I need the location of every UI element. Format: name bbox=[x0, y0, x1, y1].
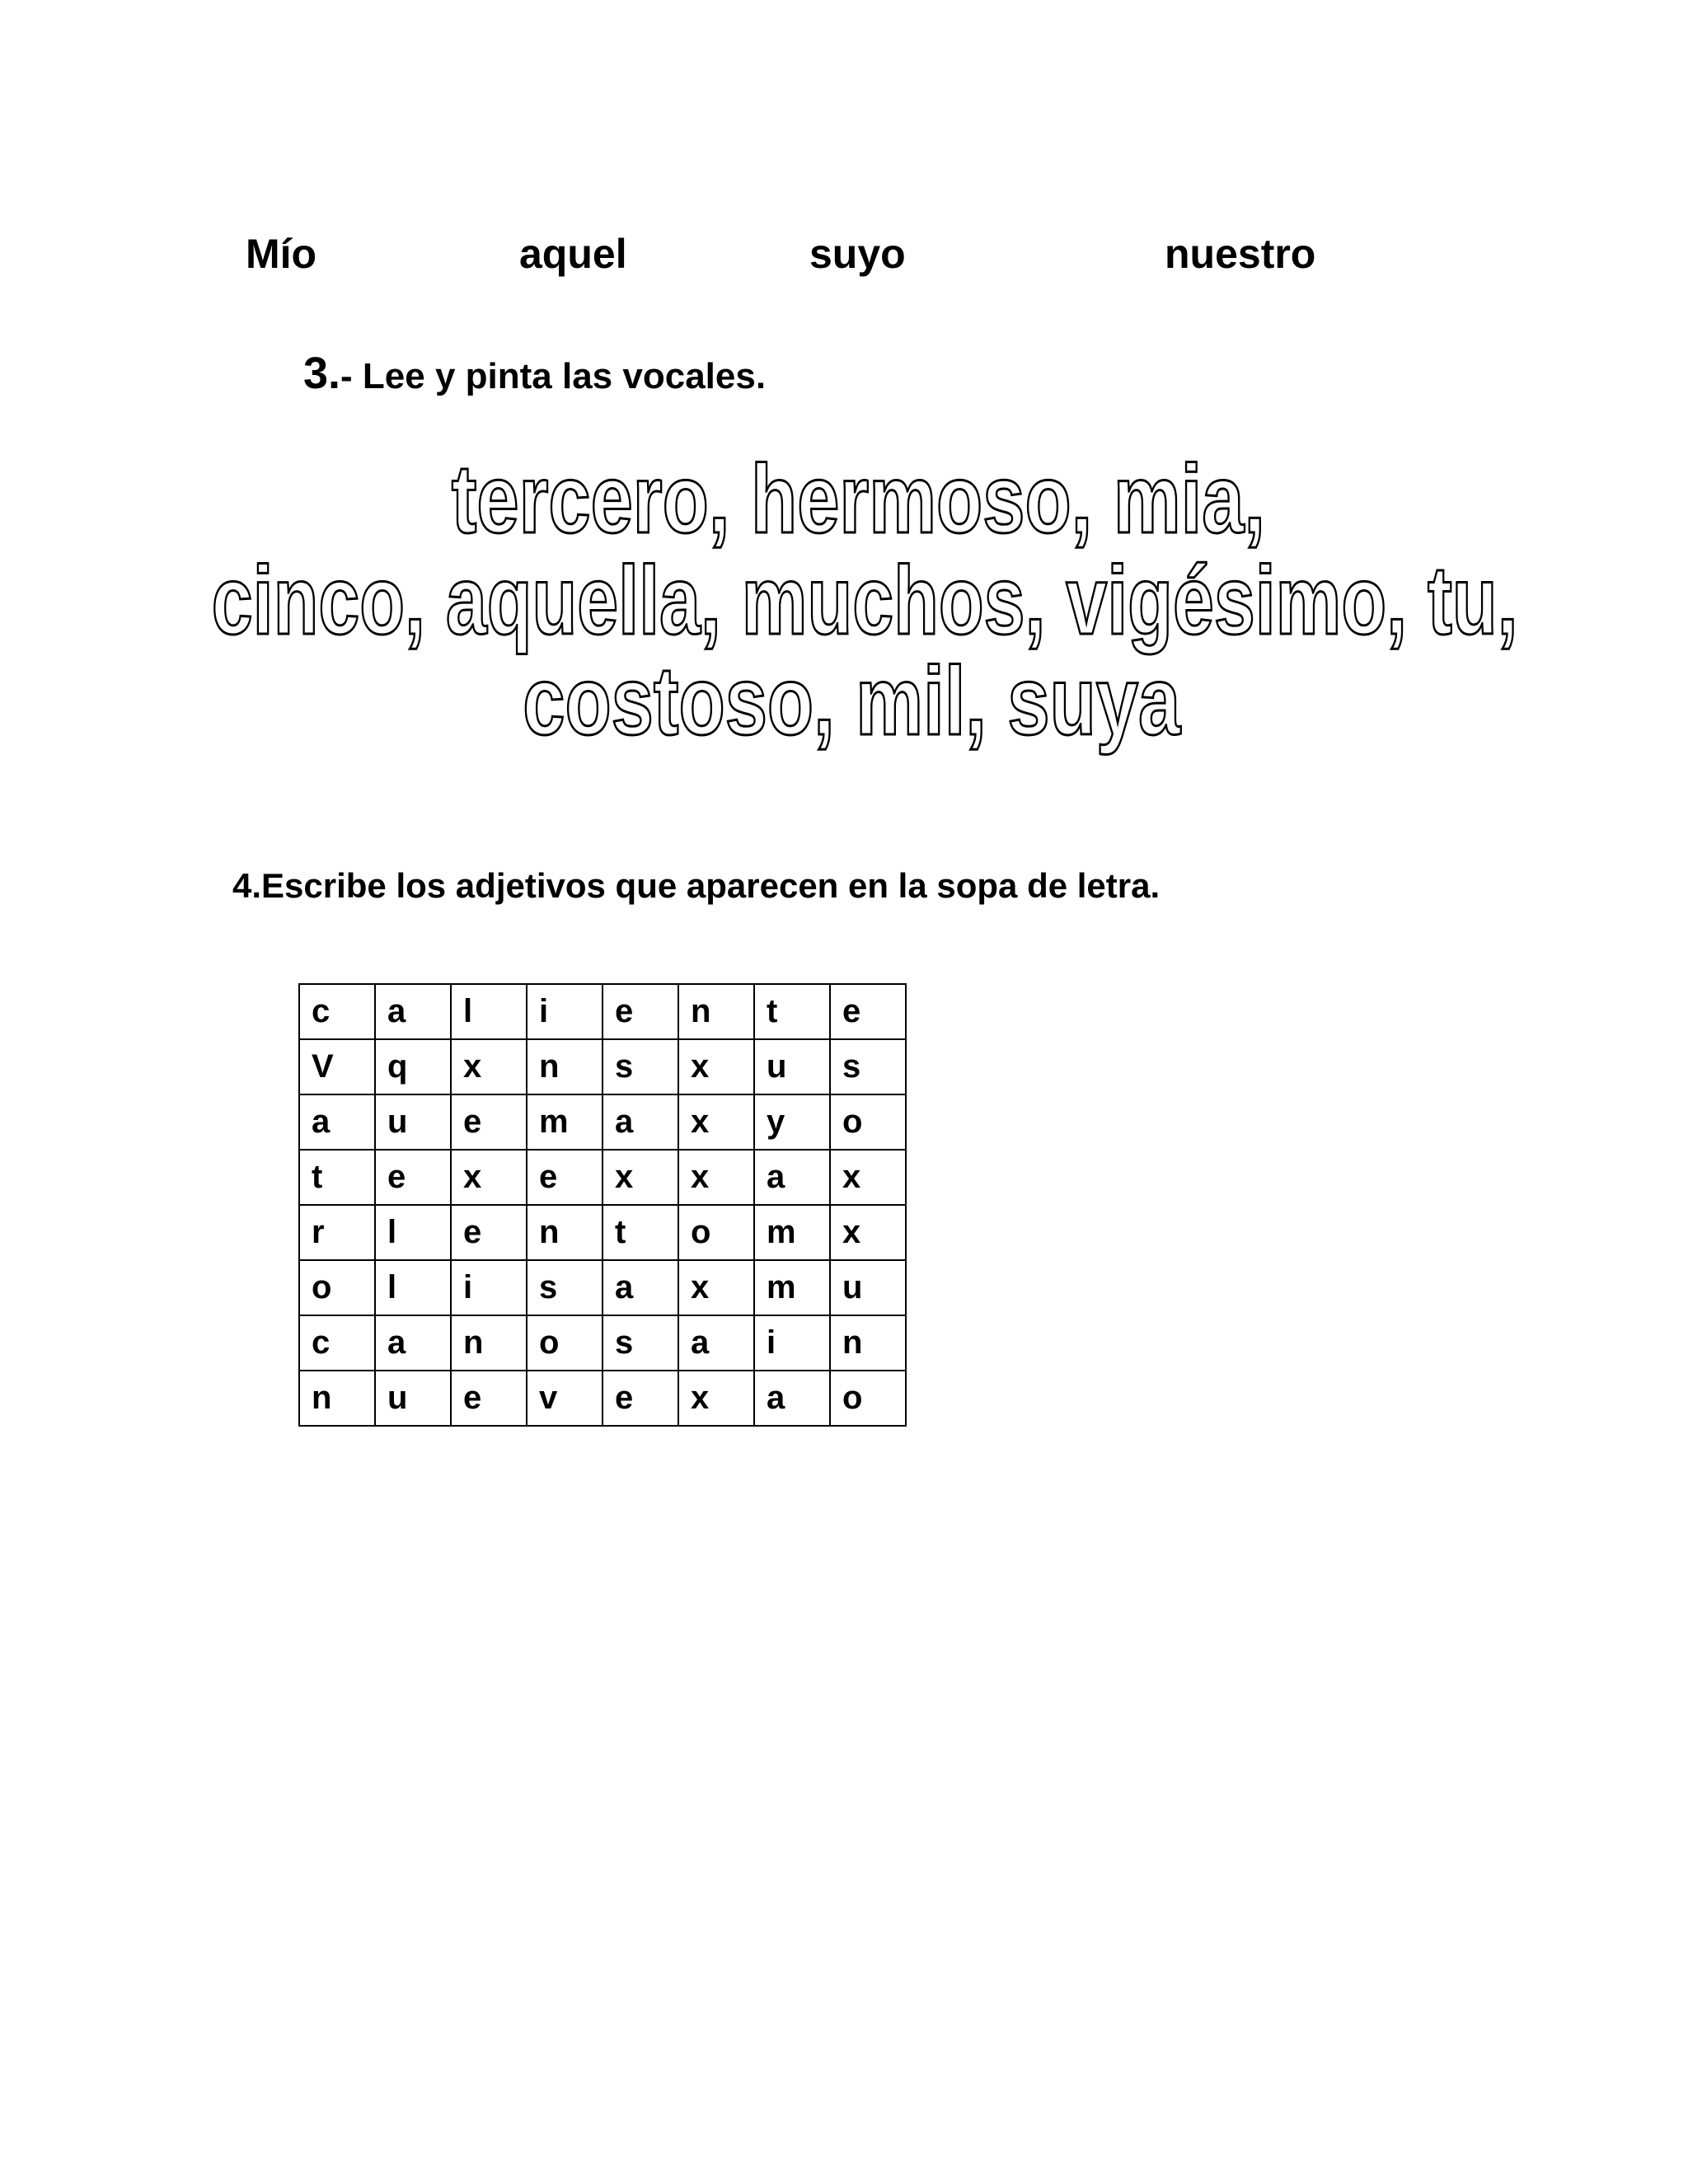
grid-cell: e bbox=[451, 1094, 527, 1150]
grid-cell: i bbox=[754, 1315, 830, 1371]
grid-cell: u bbox=[375, 1371, 451, 1426]
grid-row bbox=[299, 1260, 906, 1315]
exercise-3-number: 3. bbox=[303, 349, 341, 398]
word-bank-item: suyo bbox=[809, 231, 906, 277]
grid-cell: s bbox=[603, 1315, 678, 1371]
grid-cell: u bbox=[754, 1039, 830, 1094]
grid-cell: x bbox=[678, 1260, 754, 1315]
grid-cell: a bbox=[754, 1371, 830, 1426]
exercise-3-text: - Lee y pinta las vocales. bbox=[340, 356, 767, 396]
grid-cell: u bbox=[375, 1094, 451, 1150]
grid-cell: x bbox=[678, 1371, 754, 1426]
grid-cell: e bbox=[830, 984, 906, 1039]
grid-cell: s bbox=[603, 1039, 678, 1094]
grid-cell: m bbox=[754, 1205, 830, 1260]
grid-cell: n bbox=[678, 984, 754, 1039]
grid-cell: t bbox=[603, 1205, 678, 1260]
grid-cell: x bbox=[451, 1039, 527, 1094]
grid-cell: x bbox=[678, 1094, 754, 1150]
grid-cell: e bbox=[451, 1371, 527, 1426]
outlined-line: cinco, aquella, muchos, vigésimo, tu, bbox=[211, 546, 1518, 655]
grid-cell: n bbox=[527, 1039, 603, 1094]
grid-cell: n bbox=[527, 1205, 603, 1260]
grid-cell: i bbox=[451, 1260, 527, 1315]
grid-row bbox=[299, 1094, 906, 1150]
grid-row bbox=[299, 1315, 906, 1371]
grid-row bbox=[299, 1205, 906, 1260]
grid-row bbox=[299, 984, 906, 1039]
grid-cell: o bbox=[678, 1205, 754, 1260]
grid-cell: o bbox=[830, 1371, 906, 1426]
grid-cell: i bbox=[527, 984, 603, 1039]
grid-cell: o bbox=[527, 1315, 603, 1371]
word-bank-item: nuestro bbox=[1165, 231, 1316, 277]
grid-row bbox=[299, 1039, 906, 1094]
grid-cell: l bbox=[375, 1205, 451, 1260]
grid-cell: x bbox=[678, 1150, 754, 1205]
grid-cell: n bbox=[830, 1315, 906, 1371]
grid-cell: t bbox=[754, 984, 830, 1039]
word-bank-item: aquel bbox=[519, 231, 627, 277]
word-search-grid bbox=[298, 983, 907, 1427]
grid-cell: q bbox=[375, 1039, 451, 1094]
grid-cell: c bbox=[299, 984, 375, 1039]
grid-cell: x bbox=[678, 1039, 754, 1094]
outlined-line: costoso, mil, suya bbox=[523, 647, 1181, 756]
grid-cell: s bbox=[830, 1039, 906, 1094]
grid-cell: a bbox=[299, 1094, 375, 1150]
grid-cell: v bbox=[527, 1371, 603, 1426]
grid-cell: s bbox=[527, 1260, 603, 1315]
grid-cell: a bbox=[603, 1260, 678, 1315]
grid-cell: t bbox=[299, 1150, 375, 1205]
exercise-4-instruction: 4.Escribe los adjetivos que aparecen en la sopa de letra. bbox=[232, 866, 1160, 905]
grid-cell: n bbox=[451, 1315, 527, 1371]
grid-cell: a bbox=[603, 1094, 678, 1150]
grid-cell: a bbox=[754, 1150, 830, 1205]
grid-cell: l bbox=[451, 984, 527, 1039]
grid-cell: a bbox=[375, 1315, 451, 1371]
word-bank bbox=[0, 221, 1688, 287]
grid-cell: c bbox=[299, 1315, 375, 1371]
grid-cell: x bbox=[830, 1205, 906, 1260]
grid-cell: e bbox=[375, 1150, 451, 1205]
grid-cell: u bbox=[830, 1260, 906, 1315]
grid-cell: e bbox=[527, 1150, 603, 1205]
grid-cell: m bbox=[527, 1094, 603, 1150]
grid-cell: x bbox=[451, 1150, 527, 1205]
grid-cell: V bbox=[299, 1039, 375, 1094]
grid-cell: e bbox=[603, 984, 678, 1039]
grid-row bbox=[299, 1150, 906, 1205]
grid-cell: y bbox=[754, 1094, 830, 1150]
outlined-line: tercero, hermoso, mia, bbox=[451, 445, 1265, 554]
grid-cell: m bbox=[754, 1260, 830, 1315]
exercise-3-instruction bbox=[303, 344, 766, 405]
grid-cell: n bbox=[299, 1371, 375, 1426]
grid-cell: o bbox=[830, 1094, 906, 1150]
grid-cell: e bbox=[451, 1205, 527, 1260]
word-bank-item: Mío bbox=[246, 231, 317, 277]
grid-row bbox=[299, 1371, 906, 1426]
grid-cell: a bbox=[375, 984, 451, 1039]
grid-cell: e bbox=[603, 1371, 678, 1426]
grid-cell: l bbox=[375, 1260, 451, 1315]
grid-cell: a bbox=[678, 1315, 754, 1371]
grid-cell: x bbox=[830, 1150, 906, 1205]
grid-cell: x bbox=[603, 1150, 678, 1205]
grid-cell: r bbox=[299, 1205, 375, 1260]
grid-cell: o bbox=[299, 1260, 375, 1315]
